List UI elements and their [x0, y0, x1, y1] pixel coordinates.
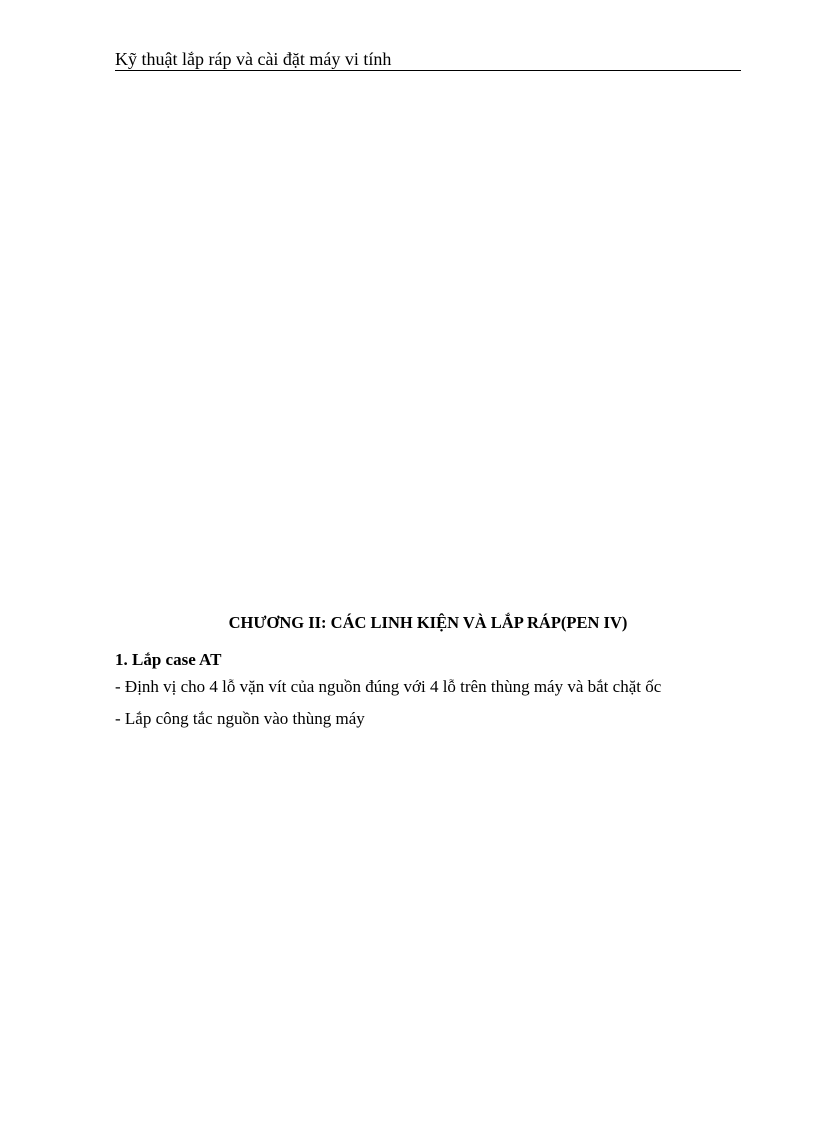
- chapter-title: CHƯƠNG II: CÁC LINH KIỆN VÀ LẮP RÁP(PEN IV): [228, 613, 628, 632]
- body-paragraph: - Định vị cho 4 lỗ vặn vít của nguồn đúng với 4 lỗ trên thùng máy và bắt chặt ốc: [115, 677, 662, 696]
- header-title: Kỹ thuật lắp ráp và cài đặt máy vi tính: [115, 49, 392, 69]
- body-paragraph: - Lắp công tắc nguồn vào thùng máy: [115, 709, 365, 728]
- page-header: [115, 48, 741, 71]
- section-heading: 1. Lắp case AT: [115, 650, 222, 669]
